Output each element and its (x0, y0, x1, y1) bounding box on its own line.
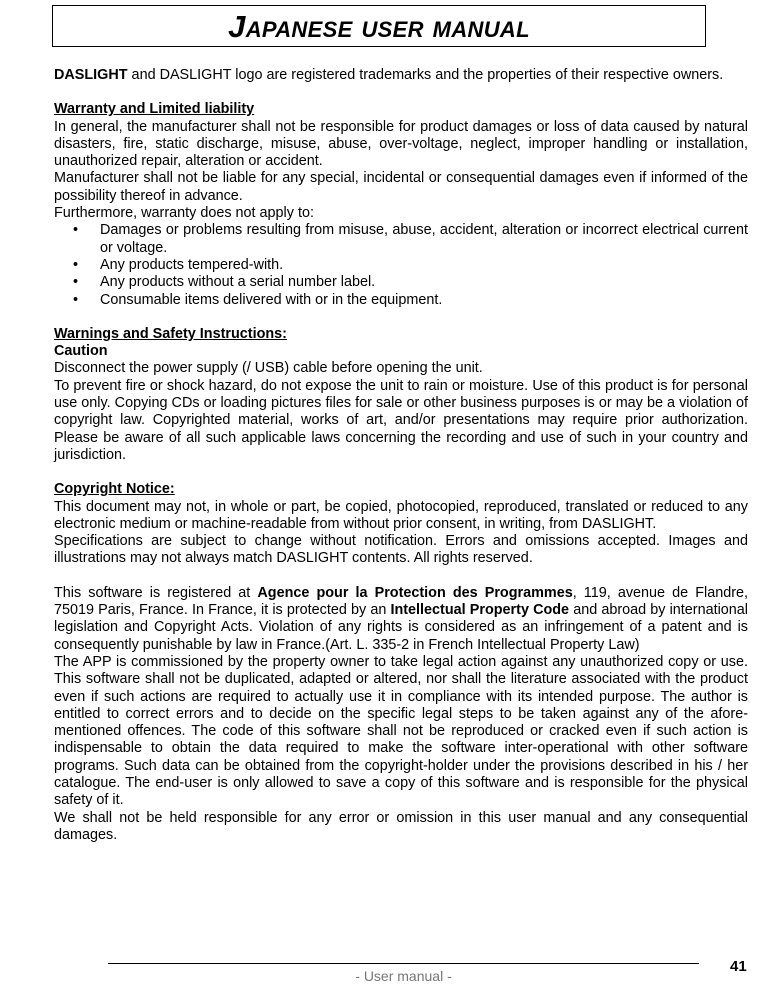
warranty-paragraph-1: In general, the manufacturer shall not be responsible for product damages or loss of data caused by natural disasters, fire, static discharge, misuse, abuse, over-voltage, neglect, improper handling or installation, unauthorized repair, alteration or accident. (54, 118, 748, 170)
ipc-name: Intellectual Property Code (390, 602, 570, 619)
software-registration-paragraph (54, 585, 748, 654)
document-body (54, 67, 748, 844)
page-number: 41 (730, 958, 747, 975)
warranty-paragraph-2: Manufacturer shall not be liable for any special, incidental or consequential damages even if informed of the possibility thereof in advance. (54, 170, 748, 204)
agency-name: Agence pour la Protection des Programmes (257, 584, 573, 601)
list-item: • Damages or problems resulting from misuse, abuse, accident, alteration or incorrect electrical current or voltage. (100, 222, 748, 257)
trademark-text: and DASLIGHT logo are registered trademarks and the properties of their respective owners. (127, 67, 724, 83)
software-paragraph-3: We shall not be held responsible for any error or omission in this user manual and any consequential damages. (54, 809, 748, 843)
safety-paragraph-1: Disconnect the power supply (/ USB) cable before opening the unit. (54, 360, 483, 377)
caution-label: Caution (54, 343, 108, 360)
list-item: • Consumable items delivered with or in the equipment. (100, 292, 748, 309)
list-item: • Any products tempered-with. (100, 257, 748, 274)
title-box (52, 5, 706, 47)
trademark-paragraph (54, 67, 748, 84)
text-fragment: This software is registered at (54, 584, 258, 601)
copyright-paragraph-1: This document may not, in whole or part, be copied, photocopied, reproduced, translated or reduced to any electronic medium or machine-readable from without prior consent, in writing, from DASLIGHT. (54, 498, 748, 532)
copyright-paragraph-2: Specifications are subject to change without notification. Errors and omissions accepted. Images and illustrations may not always match DASLIGHT contents. All rights reserved. (54, 533, 748, 567)
copyright-heading: Copyright Notice: (54, 481, 175, 498)
list-item: • Any products without a serial number label. (100, 274, 748, 291)
footer-divider (108, 963, 699, 964)
safety-heading: Warnings and Safety Instructions: (54, 325, 287, 342)
page-title: Japanese user manual (228, 8, 530, 44)
brand-name: DASLIGHT (54, 67, 128, 83)
text-fragment: , 119, avenue de Flandre, 75019 Paris, France. In France, it is protected by an (54, 584, 749, 619)
footer-label: - User manual - (355, 968, 452, 984)
warranty-paragraph-3: Furthermore, warranty does not apply to: (54, 205, 314, 222)
safety-paragraph-2: To prevent fire or shock hazard, do not expose the unit to rain or moisture. Use of this product is for personal use only. Copying CDs or loading pictures files for sale or other business purposes is or may be a violation of copyright law. Copyrighted material, works of art, and/or presentations may require prior authorization. Please be aware of all such applicable laws concerning the recording and use of such in your country and jurisdiction. (54, 377, 748, 463)
warranty-exclusions-list (54, 222, 748, 308)
text-fragment: and abroad by international legislation and Copyright Acts. Violation of any rights is considered as an infringement of a patent and is consequently punishable by law in France.(Art. L. 335-2 in French Intellectual Property Law) (54, 602, 749, 653)
software-paragraph-2: The APP is commissioned by the property owner to take legal action against any unauthorized copy or use. This software shall not be duplicated, adapted or altered, nor shall the literature associated with the product even if such actions are required to actually use it in compliance with its intended purpose. The author is entitled to correct errors and to decide on the specific legal steps to be taken against any of the afore-mentioned offences. The code of this software shall not be reproduced or cracked even if such action is indispensable to obtain the data required to make the software inter-operational with other software programs. Such data can be obtained from the copyright-holder under the provisions described in his / her catalogue. The end-user is only allowed to save a copy of this software and is responsible for the physical safety of it. (54, 653, 748, 809)
warranty-heading: Warranty and Limited liability (54, 101, 255, 118)
